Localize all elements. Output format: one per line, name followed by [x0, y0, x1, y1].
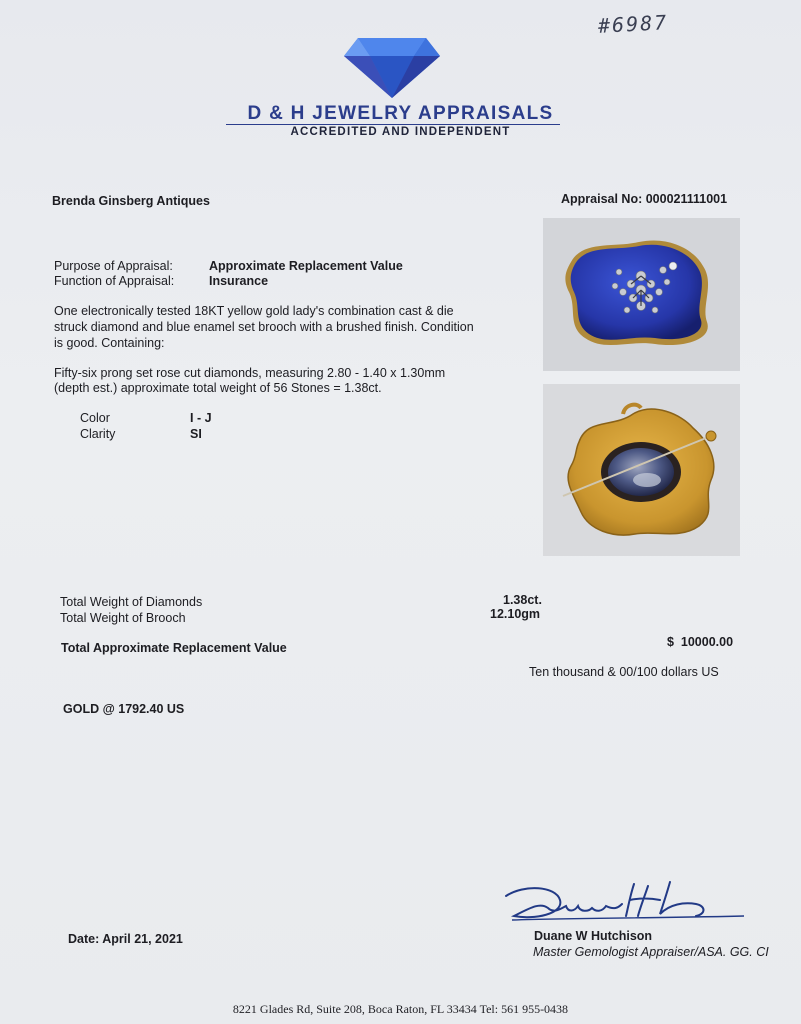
company-name: D & H JEWELRY APPRAISALS: [247, 103, 554, 124]
signer-title: Master Gemologist Appraiser/ASA. GG. CI: [533, 945, 769, 959]
function-label: Function of Appraisal:: [54, 274, 175, 288]
replacement-value-amount: $ 10000.00: [667, 635, 734, 649]
brooch-back-photo: [543, 384, 740, 556]
brooch-front-photo: [543, 218, 740, 371]
brooch-weight-value: 12.10gm: [490, 607, 541, 621]
footer-address: 8221 Glades Rd, Suite 208, Boca Raton, FL 33434 Tel: 561 955-0438: [232, 1002, 569, 1016]
appraisal-number: Appraisal No: 000021111001: [561, 192, 728, 206]
color-value: I - J: [190, 411, 212, 425]
signature-image: [500, 878, 750, 928]
appraisal-date: Date: April 21, 2021: [68, 932, 183, 946]
stones-line: (depth est.) approximate total weight of 56 Stones = 1.38ct.: [54, 381, 382, 395]
brooch-weight-label: Total Weight of Brooch: [60, 611, 186, 625]
client-name: Brenda Ginsberg Antiques: [52, 194, 210, 208]
signer-name: Duane W Hutchison: [534, 929, 653, 943]
replacement-value-label: Total Approximate Replacement Value: [61, 641, 287, 655]
clarity-label: Clarity: [80, 427, 116, 441]
brand-divider: [226, 124, 560, 125]
diamonds-weight-value: 1.38ct.: [503, 593, 542, 607]
clarity-value: SI: [190, 427, 202, 441]
replacement-value-words: Ten thousand & 00/100 dollars US: [529, 665, 719, 679]
description-line: is good. Containing:: [54, 336, 165, 350]
color-label: Color: [80, 411, 110, 425]
purpose-value: Approximate Replacement Value: [209, 259, 403, 273]
company-tagline: ACCREDITED AND INDEPENDENT: [290, 126, 511, 138]
stones-line: Fifty-six prong set rose cut diamonds, measuring 2.80 - 1.40 x 1.30mm: [54, 366, 446, 380]
description-line: One electronically tested 18KT yellow gold lady's combination cast & die: [54, 304, 454, 318]
handwritten-number: #6987: [597, 10, 669, 38]
diamond-icon: [344, 36, 440, 98]
description-line: struck diamond and blue enamel set brooch with a brushed finish. Condition: [54, 320, 474, 334]
purpose-label: Purpose of Appraisal:: [54, 259, 173, 273]
gold-price: GOLD @ 1792.40 US: [63, 702, 185, 716]
function-value: Insurance: [209, 274, 269, 288]
diamonds-weight-label: Total Weight of Diamonds: [60, 595, 203, 609]
